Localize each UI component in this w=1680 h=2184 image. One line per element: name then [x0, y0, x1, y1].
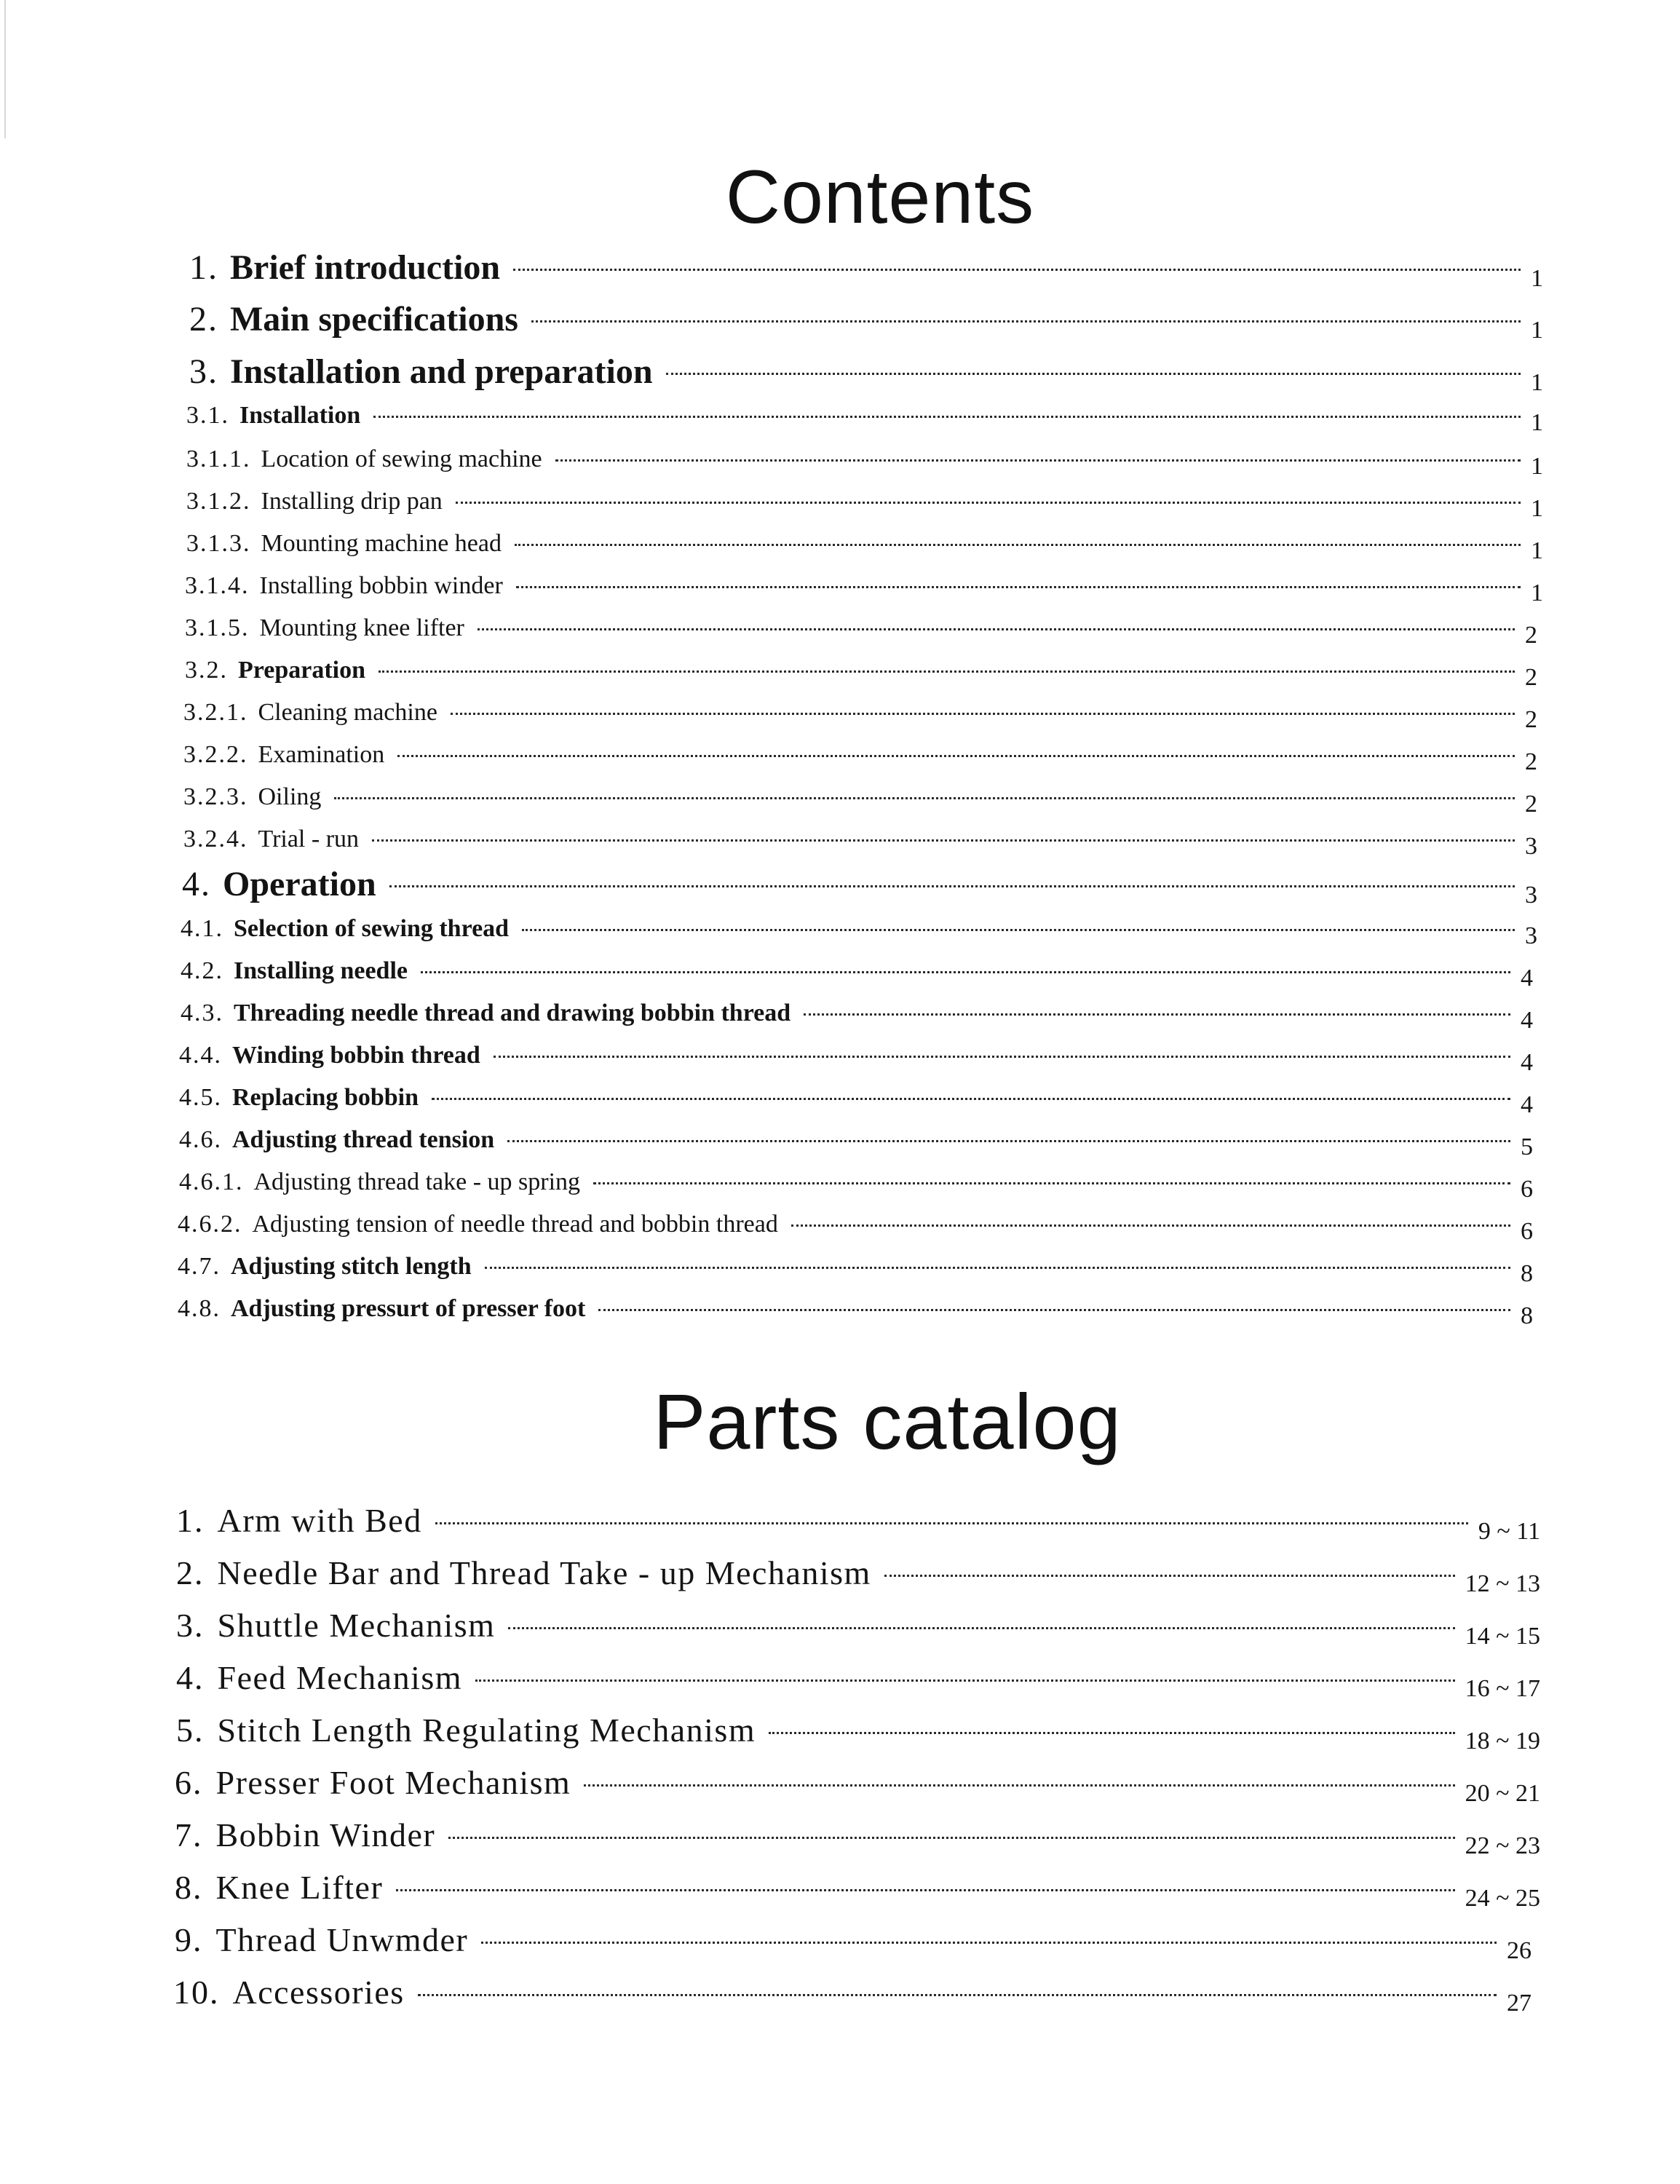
- dot-leader: [389, 860, 1515, 895]
- parts-catalog-heading: Parts catalog: [653, 1377, 1122, 1465]
- dot-leader: [396, 1865, 1454, 1899]
- entry-title: Installing bobbin winder: [259, 572, 503, 599]
- entry-title: Oiling: [258, 783, 322, 810]
- contents-entry: [178, 1207, 1533, 1245]
- dot-leader: [516, 569, 1521, 593]
- entry-page-number: 1: [1531, 579, 1543, 606]
- dot-leader: [513, 244, 1521, 279]
- catalog-entry: [176, 1655, 1540, 1702]
- catalog-entry: [175, 1813, 1540, 1859]
- entry-title: Threading needle thread and drawing bobbin thread: [234, 1000, 791, 1026]
- entry-number: 4.1.: [181, 915, 223, 942]
- entry-page-number: 2: [1525, 748, 1537, 775]
- entry-page-number: 2: [1525, 663, 1537, 691]
- entry-title: Installing needle: [234, 957, 408, 984]
- entry-number: 4.8.: [178, 1295, 221, 1322]
- entry-title: Shuttle Mechanism: [217, 1607, 496, 1644]
- entry-page-range: 14 ~ 15: [1465, 1622, 1540, 1650]
- contents-entry: [186, 442, 1543, 480]
- contents-entry: [181, 911, 1537, 949]
- entry-title: Thread Unwmder: [215, 1921, 469, 1958]
- entry-number: 3.1.4.: [185, 572, 250, 599]
- contents-entry: [182, 860, 1537, 909]
- entry-number: 4.7.: [178, 1253, 221, 1280]
- entry-number: 4.: [182, 865, 211, 903]
- entry-page-range: 27: [1507, 1989, 1532, 2017]
- entry-number: 3.1.: [186, 402, 229, 429]
- entry-number: 4.2.: [181, 957, 223, 984]
- contents-entry: [185, 611, 1537, 649]
- dot-leader: [598, 1291, 1510, 1316]
- entry-title: Winding bobbin thread: [232, 1042, 480, 1069]
- entry-title: Installation: [239, 402, 361, 429]
- entry-title: Knee Lifter: [215, 1869, 384, 1906]
- entry-number: 3.: [176, 1607, 205, 1644]
- contents-entry: [178, 1291, 1533, 1329]
- entry-number: 4.: [176, 1659, 205, 1696]
- dot-leader: [769, 1708, 1454, 1741]
- entry-title: Examination: [258, 741, 385, 768]
- contents-entry: [189, 348, 1543, 396]
- entry-number: 4.3.: [181, 1000, 223, 1026]
- catalog-entry: [176, 1498, 1540, 1545]
- dot-leader: [334, 780, 1515, 804]
- entry-title: Presser Foot Mechanism: [215, 1764, 571, 1801]
- entry-number: 9.: [175, 1921, 203, 1958]
- entry-title: Installation and preparation: [230, 352, 653, 391]
- dot-leader: [435, 1498, 1468, 1532]
- entry-number: 3.: [189, 352, 218, 391]
- dot-leader: [373, 398, 1521, 423]
- contents-entry: [181, 954, 1533, 992]
- entry-title: Location of sewing machine: [261, 446, 542, 472]
- entry-page-range: 9 ~ 11: [1478, 1517, 1540, 1545]
- entry-number: 3.2.3.: [183, 783, 248, 810]
- catalog-entry: [175, 1760, 1540, 1807]
- dot-leader: [804, 996, 1510, 1021]
- entry-page-range: 26: [1507, 1936, 1532, 1964]
- contents-entry: [186, 484, 1543, 522]
- entry-page-number: 4: [1521, 1048, 1533, 1076]
- entry-number: 10.: [173, 1974, 220, 2011]
- contents-entry: [183, 780, 1537, 818]
- contents-entry: [179, 1080, 1533, 1118]
- dot-leader: [478, 611, 1515, 636]
- entry-page-number: 8: [1521, 1259, 1533, 1287]
- entry-number: 3.2.4.: [183, 826, 248, 852]
- entry-page-range: 22 ~ 23: [1465, 1832, 1540, 1859]
- dot-leader: [555, 442, 1521, 467]
- contents-entry: [186, 526, 1543, 564]
- entry-page-number: 5: [1521, 1133, 1533, 1160]
- dot-leader: [593, 1165, 1510, 1190]
- dot-leader: [666, 348, 1521, 383]
- dot-leader: [475, 1655, 1455, 1689]
- entry-title: Needle Bar and Thread Take - up Mechanism: [217, 1554, 871, 1591]
- dot-leader: [451, 695, 1515, 720]
- entry-page-number: 3: [1525, 832, 1537, 860]
- dot-leader: [481, 1918, 1497, 1951]
- contents-entry: [181, 996, 1533, 1034]
- contents-entry: [179, 1123, 1533, 1160]
- entry-title: Adjusting thread tension: [232, 1126, 495, 1153]
- entry-title: Feed Mechanism: [217, 1659, 463, 1696]
- entry-title: Adjusting tension of needle thread and bobbin thread: [252, 1211, 778, 1238]
- entry-page-range: 24 ~ 25: [1465, 1884, 1540, 1912]
- entry-page-number: 6: [1521, 1217, 1533, 1245]
- entry-number: 3.1.1.: [186, 446, 251, 472]
- entry-title: Mounting machine head: [261, 530, 502, 557]
- contents-entry: [183, 822, 1537, 860]
- catalog-entry: [176, 1603, 1540, 1650]
- contents-entry: [185, 569, 1543, 606]
- contents-entry: [183, 737, 1537, 775]
- entry-page-range: 12 ~ 13: [1465, 1570, 1540, 1597]
- entry-title: Preparation: [238, 657, 366, 684]
- contents-entry: [189, 244, 1543, 292]
- dot-leader: [485, 1249, 1510, 1274]
- entry-number: 4.6.1.: [179, 1168, 244, 1195]
- entry-title: Replacing bobbin: [232, 1084, 419, 1111]
- catalog-entry: [176, 1551, 1540, 1597]
- entry-number: 3.1.5.: [185, 614, 250, 641]
- entry-title: Operation: [223, 865, 376, 903]
- entry-page-range: 20 ~ 21: [1465, 1779, 1540, 1807]
- entry-page-number: 1: [1531, 264, 1543, 292]
- dot-leader: [494, 1038, 1510, 1063]
- dot-leader: [508, 1603, 1454, 1637]
- entry-title: Accessories: [232, 1974, 405, 2011]
- dot-leader: [421, 954, 1510, 978]
- contents-entry: [186, 398, 1543, 436]
- entry-number: 4.6.2.: [178, 1211, 242, 1238]
- entry-page-number: 1: [1531, 537, 1543, 564]
- entry-page-range: 18 ~ 19: [1465, 1727, 1540, 1754]
- catalog-entry: [173, 1970, 1532, 2017]
- dot-leader: [522, 911, 1515, 936]
- contents-entry: [179, 1165, 1533, 1203]
- entry-title: Brief introduction: [230, 248, 501, 287]
- entry-title: Mounting knee lifter: [259, 614, 464, 641]
- entry-number: 4.6.: [179, 1126, 222, 1153]
- entry-number: 4.5.: [179, 1084, 222, 1111]
- dot-leader: [456, 484, 1521, 509]
- entry-number: 1.: [176, 1502, 205, 1539]
- entry-number: 3.2.2.: [183, 741, 248, 768]
- dot-leader: [418, 1970, 1497, 2003]
- entry-title: Installing drip pan: [261, 488, 443, 515]
- entry-page-number: 2: [1525, 621, 1537, 649]
- entry-title: Adjusting pressurt of presser foot: [231, 1295, 586, 1322]
- entry-title: Stitch Length Regulating Mechanism: [217, 1712, 756, 1749]
- entry-number: 3.2.: [185, 657, 228, 684]
- entry-page-number: 4: [1521, 1006, 1533, 1034]
- dot-leader: [432, 1080, 1510, 1105]
- contents-heading: Contents: [725, 155, 1035, 240]
- entry-title: Cleaning machine: [258, 699, 437, 726]
- entry-page-number: 1: [1531, 368, 1543, 396]
- catalog-entry: [176, 1708, 1540, 1754]
- entry-page-number: 1: [1531, 316, 1543, 344]
- dot-leader: [884, 1551, 1455, 1584]
- entry-page-number: 3: [1525, 922, 1537, 949]
- entry-number: 3.1.2.: [186, 488, 251, 515]
- entry-title: Trial - run: [258, 826, 360, 852]
- entry-page-number: 1: [1531, 452, 1543, 480]
- entry-number: 3.2.1.: [183, 699, 248, 726]
- entry-page-number: 2: [1525, 790, 1537, 818]
- entry-number: 2.: [176, 1554, 205, 1591]
- entry-page-number: 3: [1525, 881, 1537, 909]
- scan-edge-mark: [4, 0, 6, 138]
- entry-page-number: 8: [1521, 1302, 1533, 1329]
- entry-number: 5.: [176, 1712, 205, 1749]
- dot-leader: [531, 296, 1521, 331]
- entry-number: 6.: [175, 1764, 203, 1801]
- contents-entry: [179, 1038, 1533, 1076]
- entry-page-number: 4: [1521, 1091, 1533, 1118]
- entry-title: Adjusting stitch length: [231, 1253, 472, 1280]
- entry-title: Selection of sewing thread: [234, 915, 510, 942]
- dot-leader: [397, 737, 1515, 762]
- dot-leader: [372, 822, 1515, 847]
- entry-page-number: 4: [1521, 964, 1533, 992]
- dot-leader: [791, 1207, 1510, 1232]
- entry-number: 7.: [175, 1816, 203, 1853]
- entry-title: Arm with Bed: [217, 1502, 422, 1539]
- entry-page-number: 1: [1531, 408, 1543, 436]
- entry-page-number: 2: [1525, 705, 1537, 733]
- entry-title: Adjusting thread take - up spring: [253, 1168, 581, 1195]
- dot-leader: [507, 1123, 1510, 1147]
- dot-leader: [448, 1813, 1454, 1846]
- dot-leader: [379, 653, 1515, 678]
- entry-title: Main specifications: [230, 300, 518, 339]
- entry-number: 4.4.: [179, 1042, 222, 1069]
- contents-entry: [189, 296, 1543, 344]
- entry-number: 8.: [175, 1869, 203, 1906]
- catalog-entry: [175, 1865, 1540, 1912]
- contents-entry: [183, 695, 1537, 733]
- catalog-entry: [175, 1918, 1532, 1964]
- entry-title: Bobbin Winder: [215, 1816, 436, 1853]
- entry-page-range: 16 ~ 17: [1465, 1674, 1540, 1702]
- entry-page-number: 1: [1531, 494, 1543, 522]
- dot-leader: [515, 526, 1521, 551]
- entry-page-number: 6: [1521, 1175, 1533, 1203]
- contents-entry: [178, 1249, 1533, 1287]
- entry-number: 2.: [189, 300, 218, 339]
- dot-leader: [584, 1760, 1454, 1794]
- contents-entry: [185, 653, 1537, 691]
- entry-number: 3.1.3.: [186, 530, 251, 557]
- entry-number: 1.: [189, 248, 218, 287]
